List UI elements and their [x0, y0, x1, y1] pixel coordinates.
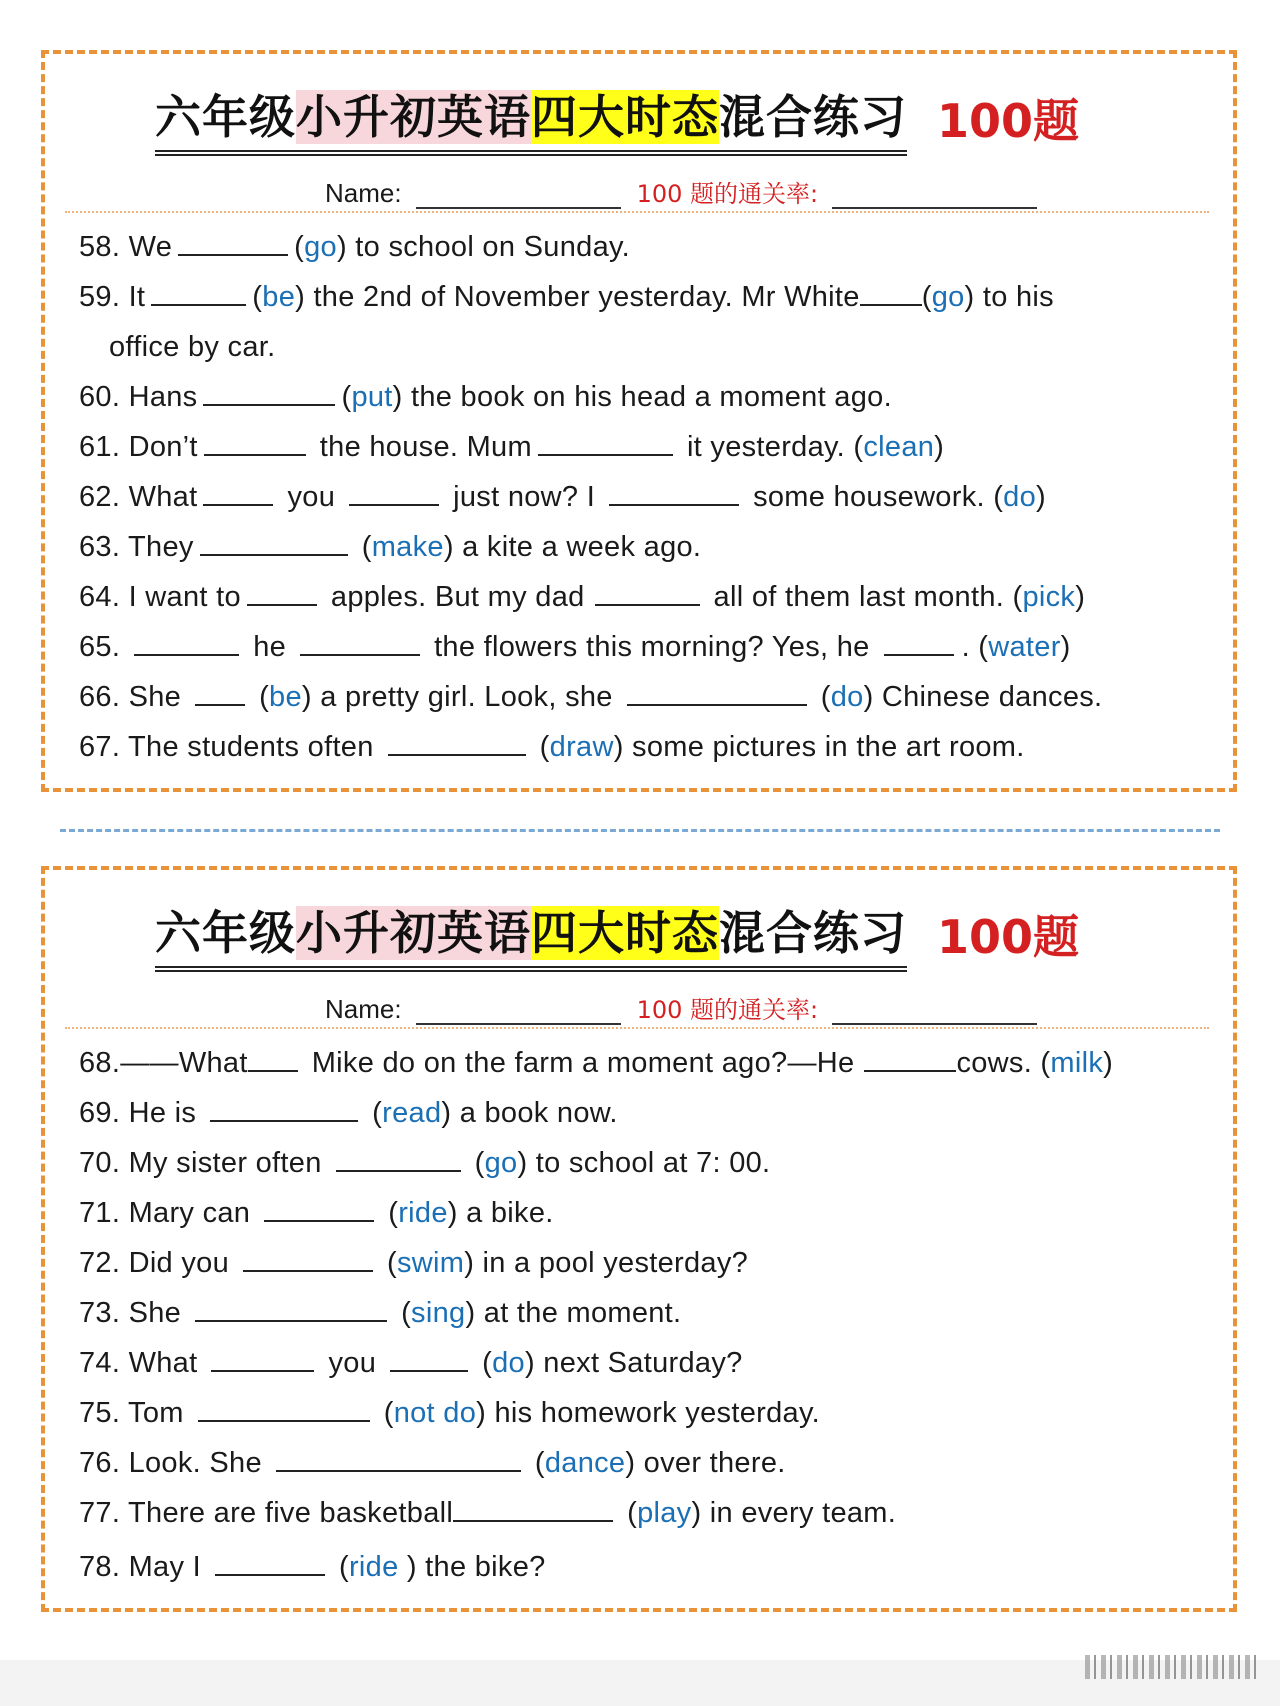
- question-63: 63. They (make) a kite a week ago.: [79, 522, 1213, 572]
- verb-hint: put: [351, 381, 393, 413]
- pass-rate-label: 100 题的通关率:: [636, 180, 819, 208]
- answer-blank[interactable]: [215, 1544, 325, 1576]
- answer-blank[interactable]: [336, 1140, 461, 1172]
- verb-hint: do: [830, 681, 864, 713]
- verb-hint: not do: [393, 1397, 477, 1429]
- question-69: 69. He is (read) a book now.: [79, 1088, 1213, 1138]
- answer-blank[interactable]: [300, 624, 420, 656]
- pass-rate-label: 100 题的通关率:: [636, 996, 819, 1024]
- answer-blank[interactable]: [200, 524, 348, 556]
- question-62: 62. What you just now? I some housework. (do): [79, 472, 1213, 522]
- verb-hint: go: [931, 281, 965, 313]
- question-73: 73. She (sing) at the moment.: [79, 1288, 1213, 1338]
- section-divider: [60, 829, 1220, 832]
- title-count: 100题: [937, 910, 1080, 964]
- verb-hint: swim: [396, 1247, 465, 1279]
- question-78: 78. May I (ride ) the bike?: [79, 1542, 1213, 1592]
- verb-hint: dance: [544, 1447, 626, 1479]
- name-row: [325, 990, 1037, 1025]
- answer-blank[interactable]: [627, 674, 807, 706]
- answer-blank[interactable]: [195, 1290, 387, 1322]
- title-part-subject: 小升初英语: [296, 906, 531, 960]
- question-58: 58. We (go) to school on Sunday.: [79, 222, 1213, 272]
- question-61: 61. Don’t the house. Mum it yesterday. (clean): [79, 422, 1213, 472]
- question-70: 70. My sister often (go) to school at 7: 00.: [79, 1138, 1213, 1188]
- verb-hint: make: [371, 531, 444, 563]
- question-59-continued: office by car.: [109, 331, 276, 363]
- verb-hint: read: [382, 1097, 442, 1129]
- header-divider: [65, 211, 1209, 213]
- title-part-practice: 混合练习: [719, 906, 907, 960]
- title-part-grade: 六年级: [155, 906, 296, 960]
- worksheet-card-1: [41, 50, 1237, 792]
- question-64: 64. I want to apples. But my dad all of them last month. (pick): [79, 572, 1213, 622]
- answer-blank[interactable]: [204, 424, 306, 456]
- name-blank[interactable]: [416, 999, 621, 1025]
- pass-rate-blank[interactable]: [832, 183, 1037, 209]
- answer-blank[interactable]: [178, 224, 288, 256]
- answer-blank[interactable]: [248, 1040, 298, 1072]
- verb-hint: do: [492, 1347, 525, 1379]
- name-blank[interactable]: [416, 183, 621, 209]
- answer-blank[interactable]: [134, 624, 239, 656]
- question-68: 68.——What Mike do on the farm a moment ago?—He cows. (milk): [79, 1038, 1213, 1088]
- question-67: 67. The students often (draw) some pictures in the art room.: [79, 722, 1213, 772]
- answer-blank[interactable]: [349, 474, 439, 506]
- answer-blank[interactable]: [388, 724, 526, 756]
- title-part-tenses: 四大时态: [531, 906, 719, 960]
- answer-blank[interactable]: [203, 374, 335, 406]
- verb-hint: be: [269, 681, 302, 713]
- title-text: [155, 902, 907, 972]
- question-59: 59. It (be) the 2nd of November yesterday. Mr White (go) to his: [79, 272, 1213, 322]
- worksheet-title: [155, 902, 1079, 972]
- question-75: 75. Tom (not do) his homework yesterday.: [79, 1388, 1213, 1438]
- question-74: 74. What you (do) next Saturday?: [79, 1338, 1213, 1388]
- worksheet-card-2: [41, 866, 1237, 1612]
- question-71: 71. Mary can (ride) a bike.: [79, 1188, 1213, 1238]
- verb-hint: do: [1003, 481, 1037, 513]
- verb-hint: ride: [398, 1197, 448, 1229]
- title-text: [155, 86, 907, 156]
- question-60: 60. Hans (put) the book on his head a moment ago.: [79, 372, 1213, 422]
- answer-blank[interactable]: [211, 1340, 314, 1372]
- verb-hint: milk: [1050, 1047, 1104, 1079]
- verb-hint: play: [637, 1497, 692, 1529]
- question-76: 76. Look. She (dance) over there.: [79, 1438, 1213, 1488]
- answer-blank[interactable]: [151, 274, 246, 306]
- verb-hint: go: [304, 231, 337, 263]
- question-66: 66. She (be) a pretty girl. Look, she (do) Chinese dances.: [79, 672, 1213, 722]
- name-label: Name:: [325, 178, 402, 208]
- answer-blank[interactable]: [390, 1340, 468, 1372]
- title-count: 100题: [937, 94, 1080, 148]
- name-row: [325, 174, 1037, 209]
- title-part-tenses: 四大时态: [531, 90, 719, 144]
- question-list: [79, 1038, 1213, 1592]
- question-list: [79, 222, 1213, 772]
- answer-blank[interactable]: [884, 624, 954, 656]
- answer-blank[interactable]: [195, 674, 245, 706]
- answer-blank[interactable]: [247, 574, 317, 606]
- answer-blank[interactable]: [210, 1090, 358, 1122]
- watermark-barcode: [1085, 1655, 1260, 1679]
- verb-hint: clean: [863, 431, 935, 463]
- verb-hint: draw: [549, 731, 614, 763]
- verb-hint: be: [262, 281, 296, 313]
- answer-blank[interactable]: [243, 1240, 373, 1272]
- pass-rate-blank[interactable]: [832, 999, 1037, 1025]
- verb-hint: ride: [348, 1551, 399, 1583]
- name-label: Name:: [325, 994, 402, 1024]
- title-part-grade: 六年级: [155, 90, 296, 144]
- question-77: 77. There are five basketball (play) in every team.: [79, 1488, 1213, 1538]
- answer-blank[interactable]: [198, 1390, 370, 1422]
- title-part-practice: 混合练习: [719, 90, 907, 144]
- answer-blank[interactable]: [595, 574, 700, 606]
- answer-blank[interactable]: [276, 1440, 521, 1472]
- answer-blank[interactable]: [860, 274, 922, 306]
- answer-blank[interactable]: [453, 1490, 613, 1522]
- title-part-subject: 小升初英语: [296, 90, 531, 144]
- verb-hint: water: [988, 631, 1061, 663]
- verb-hint: go: [484, 1147, 518, 1179]
- answer-blank[interactable]: [609, 474, 739, 506]
- answer-blank[interactable]: [203, 474, 273, 506]
- verb-hint: sing: [411, 1297, 466, 1329]
- question-65: 65. he the flowers this morning? Yes, he . (water): [79, 622, 1213, 672]
- question-72: 72. Did you (swim) in a pool yesterday?: [79, 1238, 1213, 1288]
- verb-hint: pick: [1022, 581, 1076, 613]
- worksheet-title: [155, 86, 1079, 156]
- header-divider: [65, 1027, 1209, 1029]
- answer-blank[interactable]: [864, 1040, 956, 1072]
- answer-blank[interactable]: [538, 424, 673, 456]
- answer-blank[interactable]: [264, 1190, 374, 1222]
